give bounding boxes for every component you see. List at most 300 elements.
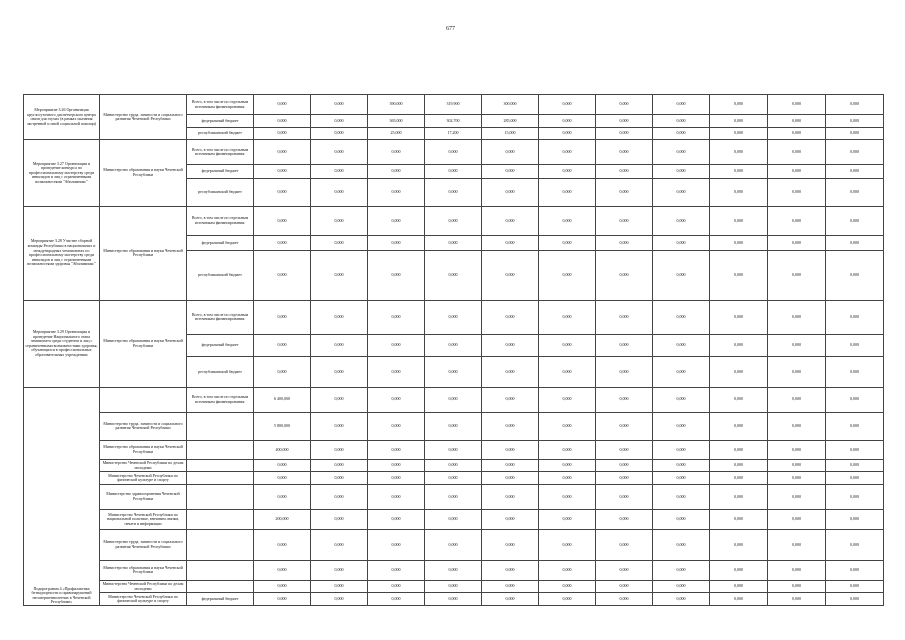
value-cell: 0,000 [653,236,710,251]
value-cell: 0,000 [539,387,596,412]
value-cell: 0,000 [311,115,368,127]
source-label: Всего, в том числе по отдельным источникам финансирования: [187,300,254,334]
value-cell: 0,000 [539,236,596,251]
value-cell: 0,000 [539,250,596,300]
value-cell: 0,000 [653,472,710,484]
value-cell: 0,000 [311,236,368,251]
value-cell: 0,000 [311,472,368,484]
value-cell: 0,000 [653,334,710,357]
value-cell: 0,000 [311,484,368,509]
value-cell: 0,000 [596,412,653,440]
value-cell: 0,000 [482,530,539,561]
value-cell: 0,000 [311,250,368,300]
responsible-executor: Министерство труда, занятости и социального развития Чеченской Республики [100,412,187,440]
value-cell: 0,000 [368,300,425,334]
value-cell: 0,000 [254,250,311,300]
value-cell: 0,000 [311,300,368,334]
value-cell: 0,000 [425,509,482,529]
responsible-executor: Министерство образования и науки Чеченской Республики [100,560,187,580]
value-cell: 0,000 [368,178,425,206]
value-cell: 0,000 [254,530,311,561]
value-cell: 0,000 [254,95,311,115]
value-cell: 15,000 [482,127,539,139]
table-row [24,593,884,606]
value-cell: 0,000 [425,357,482,388]
value-cell: 0,000 [311,387,368,412]
value-cell: 0,000 [311,206,368,235]
value-cell: 17,200 [425,127,482,139]
value-cell: 0,000 [653,440,710,459]
value-cell: 0,000 [368,334,425,357]
value-cell: 0,000 [653,484,710,509]
value-cell: 0,000 [311,580,368,592]
table-row [24,206,884,235]
value-cell: 6 400,000 [254,387,311,412]
value-cell: 0,000 [826,530,884,561]
value-cell: 0,000 [539,334,596,357]
value-cell: 0,000 [768,484,826,509]
value-cell: 0,000 [425,412,482,440]
value-cell: 0,000 [826,357,884,388]
value-cell: 0,000 [826,412,884,440]
value-cell: 0,000 [826,178,884,206]
value-cell: 0,000 [482,334,539,357]
value-cell: 0,000 [768,250,826,300]
value-cell: 0,000 [539,140,596,165]
value-cell: 0,000 [653,127,710,139]
value-cell: 0,000 [710,300,768,334]
value-cell: 0,000 [826,387,884,412]
source-label: республиканский бюджет [187,127,254,139]
value-cell: 0,000 [254,236,311,251]
value-cell: 0,000 [596,440,653,459]
source-label: Всего, в том числе по отдельным источникам финансирования: [187,387,254,412]
source-label: республиканский бюджет [187,250,254,300]
value-cell: 0,000 [710,509,768,529]
value-cell: 0,000 [425,300,482,334]
value-cell: 0,000 [539,460,596,472]
value-cell: 0,000 [596,357,653,388]
source-label [187,412,254,440]
responsible-executor: Министерство образования и науки Чеченской Республики [100,140,187,207]
responsible-executor: Министерство труда, занятости и социального развития Чеченской Республики [100,530,187,561]
responsible-executor: Министерство Чеченской Республики по делам молодежи [100,460,187,472]
value-cell: 0,000 [653,206,710,235]
value-cell: 0,000 [710,178,768,206]
source-label [187,440,254,459]
value-cell: 0,000 [653,580,710,592]
value-cell: 0,000 [539,440,596,459]
value-cell: 0,000 [768,440,826,459]
source-label [187,472,254,484]
value-cell: 0,000 [368,560,425,580]
budget-table [23,94,884,606]
value-cell: 0,000 [254,178,311,206]
value-cell: 0,000 [826,140,884,165]
value-cell: 0,000 [768,387,826,412]
value-cell: 390,000 [368,95,425,115]
value-cell: 0,000 [425,334,482,357]
value-cell: 0,000 [368,484,425,509]
value-cell: 0,000 [768,530,826,561]
value-cell: 0,000 [768,593,826,606]
source-label [187,530,254,561]
value-cell: 0,000 [254,165,311,179]
value-cell: 0,000 [368,440,425,459]
value-cell: 0,000 [768,95,826,115]
value-cell: 0,000 [710,165,768,179]
value-cell: 0,000 [311,530,368,561]
value-cell: 0,000 [768,140,826,165]
value-cell: 0,000 [254,357,311,388]
table-row [24,440,884,459]
value-cell: 0,000 [254,472,311,484]
responsible-executor: Министерство Чеченской Республики по физической культуре и спорту [100,472,187,484]
source-label [187,580,254,592]
responsible-executor: Министерство здравоохранения Чеченской Республики [100,484,187,509]
value-cell: 0,000 [482,412,539,440]
value-cell: 0,000 [425,236,482,251]
responsible-executor: Министерство труда, занятости и социального развития Чеченской Республики [100,95,187,140]
page-number: 677 [446,26,455,32]
value-cell: 0,000 [826,334,884,357]
value-cell: 0,000 [710,95,768,115]
value-cell: 0,000 [768,580,826,592]
value-cell: 0,000 [311,412,368,440]
source-label [187,560,254,580]
source-label [187,460,254,472]
value-cell: 0,000 [482,593,539,606]
value-cell: 0,000 [826,440,884,459]
value-cell: 0,000 [826,236,884,251]
value-cell: 0,000 [482,236,539,251]
value-cell: 0,000 [539,509,596,529]
measure-name: Мероприятие 3.26 Организация круглосуточного диспетчерского центра связи для глухих (в рамках оказания экстренной и иной социальной помощи) [24,95,100,140]
value-cell: 0,000 [254,484,311,509]
value-cell: 365,000 [368,115,425,127]
value-cell: 0,000 [596,387,653,412]
measure-name: Мероприятие 3.28 Участие сборной команды Республики в национальных и международных чемпионатах по профессиональному мастерству среди инвалидов и лиц с ограниченными возможностями здоровья "Абилимпикс" [24,206,100,300]
source-label [187,509,254,529]
value-cell: 0,000 [368,236,425,251]
value-cell: 0,000 [311,165,368,179]
value-cell: 0,000 [311,509,368,529]
value-cell: 0,000 [710,580,768,592]
value-cell: 0,000 [826,206,884,235]
value-cell: 0,000 [311,140,368,165]
value-cell: 0,000 [768,509,826,529]
value-cell: 0,000 [596,127,653,139]
value-cell: 0,000 [425,140,482,165]
value-cell: 0,000 [596,206,653,235]
value-cell: 0,000 [368,412,425,440]
responsible-executor [100,387,187,412]
responsible-executor: Министерство Чеченской Республики по национальной политике, внешним связям, печати и информации [100,509,187,529]
value-cell: 0,000 [653,165,710,179]
value-cell: 0,000 [425,460,482,472]
value-cell: 285,000 [482,115,539,127]
value-cell: 0,000 [368,593,425,606]
value-cell: 0,000 [254,206,311,235]
value-cell: 0,000 [596,140,653,165]
responsible-executor: Министерство образования и науки Чеченской Республики [100,206,187,300]
value-cell: 0,000 [710,387,768,412]
responsible-executor: Министерство образования и науки Чеченской Республики [100,300,187,387]
value-cell: 0,000 [425,472,482,484]
value-cell: 0,000 [710,140,768,165]
value-cell: 0,000 [254,140,311,165]
value-cell: 0,000 [482,250,539,300]
value-cell: 0,000 [710,206,768,235]
value-cell: 0,000 [826,460,884,472]
value-cell: 0,000 [311,440,368,459]
value-cell: 0,000 [539,412,596,440]
table-row [24,472,884,484]
table-row [24,580,884,592]
value-cell: 0,000 [254,593,311,606]
value-cell: 0,000 [254,460,311,472]
value-cell: 0,000 [596,460,653,472]
value-cell: 0,000 [368,165,425,179]
value-cell: 0,000 [596,593,653,606]
value-cell: 0,000 [826,95,884,115]
value-cell: 0,000 [482,560,539,580]
value-cell: 0,000 [482,580,539,592]
value-cell: 0,000 [425,560,482,580]
value-cell: 0,000 [653,412,710,440]
value-cell: 0,000 [653,357,710,388]
value-cell: 0,000 [425,593,482,606]
value-cell: 0,000 [482,460,539,472]
table-row [24,560,884,580]
value-cell: 0,000 [368,509,425,529]
value-cell: 0,000 [653,140,710,165]
value-cell: 0,000 [596,178,653,206]
value-cell: 0,000 [539,300,596,334]
value-cell: 0,000 [768,178,826,206]
value-cell: 0,000 [425,250,482,300]
value-cell: 0,000 [826,509,884,529]
value-cell: 0,000 [425,178,482,206]
value-cell: 0,000 [539,206,596,235]
value-cell: 0,000 [653,115,710,127]
value-cell: 0,000 [539,472,596,484]
value-cell: 0,000 [710,357,768,388]
value-cell: 0,000 [539,357,596,388]
value-cell: 0,000 [596,115,653,127]
value-cell: 0,000 [482,357,539,388]
value-cell: 0,000 [768,472,826,484]
table-row [24,300,884,334]
source-label: Всего, в том числе по отдельным источникам финансирования: [187,140,254,165]
value-cell: 0,000 [768,357,826,388]
value-cell: 0,000 [710,472,768,484]
source-label: Всего, в том числе по отдельным источникам финансирования: [187,206,254,235]
value-cell: 0,000 [539,560,596,580]
value-cell: 0,000 [596,250,653,300]
value-cell: 0,000 [596,95,653,115]
value-cell: 0,000 [653,250,710,300]
value-cell: 0,000 [368,250,425,300]
value-cell: 0,000 [368,472,425,484]
value-cell: 0,000 [826,593,884,606]
value-cell: 0,000 [368,460,425,472]
value-cell: 0,000 [425,530,482,561]
source-label: федеральный бюджет [187,115,254,127]
table-row [24,509,884,529]
value-cell: 25,000 [368,127,425,139]
value-cell: 0,000 [596,509,653,529]
value-cell: 0,000 [653,460,710,472]
value-cell: 0,000 [596,484,653,509]
value-cell: 0,000 [826,300,884,334]
measure-name: Мероприятие 3.29 Организация и проведение Национального этапа чемпионата среди студентов и лиц с ограниченными возможностями здоровья, обучающихся в профессиональных образовательных учреждениях [24,300,100,387]
value-cell: 0,000 [539,484,596,509]
table-row [24,530,884,561]
measure-name: Мероприятие 3.27 Организация и проведение конкурса по профессиональному мастерству среди инвалидов и лиц с ограниченными возможностями "Абилимпикс" [24,140,100,207]
value-cell: 0,000 [311,95,368,115]
value-cell: 0,000 [311,357,368,388]
table-row [24,95,884,115]
value-cell: 0,000 [596,580,653,592]
value-cell: 319,900 [425,95,482,115]
value-cell: 0,000 [482,300,539,334]
value-cell: 0,000 [368,530,425,561]
value-cell: 0,000 [311,460,368,472]
value-cell: 0,000 [254,334,311,357]
table-row [24,140,884,165]
value-cell: 0,000 [710,440,768,459]
value-cell: 0,000 [539,580,596,592]
value-cell: 0,000 [368,357,425,388]
value-cell: 0,000 [710,115,768,127]
value-cell: 0,000 [710,530,768,561]
value-cell: 0,000 [482,440,539,459]
value-cell: 0,000 [596,530,653,561]
value-cell: 0,000 [710,460,768,472]
value-cell: 0,000 [826,472,884,484]
value-cell: 0,000 [425,206,482,235]
value-cell: 0,000 [768,560,826,580]
value-cell: 0,000 [826,580,884,592]
value-cell: 0,000 [768,460,826,472]
value-cell: 0,000 [710,127,768,139]
value-cell: 0,000 [482,509,539,529]
value-cell: 5 800,000 [254,412,311,440]
value-cell: 0,000 [826,165,884,179]
value-cell: 0,000 [482,140,539,165]
value-cell: 0,000 [653,593,710,606]
value-cell: 0,000 [596,334,653,357]
value-cell: 0,000 [768,412,826,440]
value-cell: 0,000 [596,300,653,334]
value-cell: 0,000 [482,206,539,235]
value-cell: 0,000 [596,472,653,484]
value-cell: 0,000 [254,115,311,127]
source-label: федеральный бюджет [187,165,254,179]
value-cell: 0,000 [311,127,368,139]
value-cell: 0,000 [254,560,311,580]
value-cell: 0,000 [539,127,596,139]
value-cell: 0,000 [710,593,768,606]
value-cell: 0,000 [768,334,826,357]
value-cell: 302,700 [425,115,482,127]
source-label: Всего, в том числе по отдельным источникам финансирования: [187,95,254,115]
value-cell: 0,000 [653,95,710,115]
source-label: республиканский бюджет [187,357,254,388]
subprogram-name: Подпрограмма 4 «Профилактика безнадзорности и правонарушений несовершеннолетних в Чеченской Республике» [24,387,100,605]
value-cell: 0,000 [826,115,884,127]
value-cell: 0,000 [425,580,482,592]
value-cell: 0,000 [596,165,653,179]
responsible-executor: Министерство образования и науки Чеченской Республики [100,440,187,459]
value-cell: 0,000 [311,334,368,357]
value-cell: 0,000 [826,484,884,509]
value-cell: 0,000 [539,178,596,206]
value-cell: 0,000 [425,484,482,509]
value-cell: 0,000 [311,560,368,580]
value-cell: 0,000 [482,387,539,412]
value-cell: 0,000 [368,387,425,412]
value-cell: 0,000 [768,236,826,251]
value-cell: 0,000 [710,334,768,357]
value-cell: 0,000 [710,250,768,300]
value-cell: 300,000 [482,95,539,115]
value-cell: 0,000 [482,165,539,179]
value-cell: 0,000 [768,206,826,235]
value-cell: 0,000 [482,472,539,484]
value-cell: 0,000 [254,300,311,334]
value-cell: 0,000 [254,127,311,139]
value-cell: 0,000 [539,530,596,561]
source-label: федеральный бюджет [187,334,254,357]
value-cell: 0,000 [826,250,884,300]
value-cell: 0,000 [482,178,539,206]
table-row [24,460,884,472]
value-cell: 0,000 [653,178,710,206]
value-cell: 0,000 [710,484,768,509]
value-cell: 0,000 [539,95,596,115]
source-label: федеральный бюджет [187,593,254,606]
value-cell: 200,000 [254,509,311,529]
value-cell: 0,000 [425,165,482,179]
value-cell: 0,000 [368,580,425,592]
value-cell: 0,000 [425,387,482,412]
value-cell: 0,000 [254,580,311,592]
value-cell: 0,000 [368,206,425,235]
value-cell: 0,000 [768,115,826,127]
value-cell: 0,000 [539,115,596,127]
value-cell: 0,000 [710,412,768,440]
value-cell: 0,000 [768,165,826,179]
value-cell: 0,000 [710,236,768,251]
value-cell: 0,000 [482,484,539,509]
value-cell: 0,000 [596,236,653,251]
value-cell: 0,000 [596,560,653,580]
value-cell: 0,000 [653,387,710,412]
value-cell: 0,000 [826,560,884,580]
source-label [187,484,254,509]
value-cell: 0,000 [653,530,710,561]
value-cell: 0,000 [311,593,368,606]
value-cell: 0,000 [539,165,596,179]
value-cell: 0,000 [653,560,710,580]
value-cell: 400,000 [254,440,311,459]
value-cell: 0,000 [768,127,826,139]
value-cell: 0,000 [425,440,482,459]
value-cell: 0,000 [768,300,826,334]
value-cell: 0,000 [311,178,368,206]
